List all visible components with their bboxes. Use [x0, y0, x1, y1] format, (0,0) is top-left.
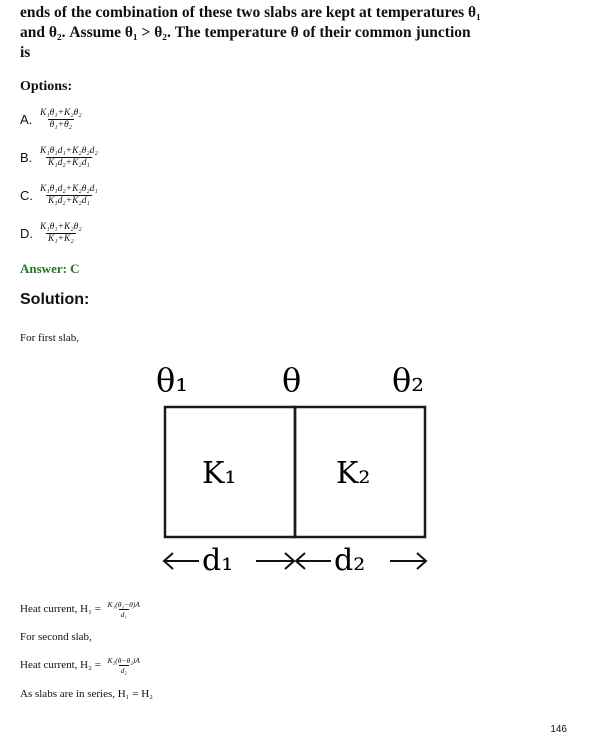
option-label: C.	[20, 188, 33, 203]
option-fraction	[38, 108, 84, 131]
option-b[interactable]	[20, 146, 100, 169]
option-fraction	[38, 184, 100, 207]
heat-current-1-denominator: d₁	[120, 610, 127, 619]
option-numerator: K₁θ₁d₂+K₂θ₂d₁	[40, 184, 98, 194]
theta1-label: θ₁	[156, 361, 189, 399]
heat-current-1-numerator: K₁(θ₁−θ)A	[107, 600, 140, 609]
theta-label: θ	[282, 361, 302, 399]
heat-current-2-numerator: K₂(θ−θ₂)A	[107, 656, 140, 665]
second-slab-text: For second slab,	[20, 631, 92, 643]
page-number: 146	[550, 724, 567, 735]
d2-label: d₂	[334, 543, 366, 578]
heat-current-1	[20, 600, 142, 619]
option-a[interactable]	[20, 108, 84, 131]
option-denominator: K₁d₂+K₂d₁	[47, 158, 90, 168]
option-numerator: K₁θ₁+K₂θ₂	[40, 222, 82, 232]
option-denominator: K₁+K₂	[47, 234, 74, 244]
option-label: D.	[20, 226, 33, 241]
option-d[interactable]	[20, 222, 84, 245]
option-numerator: K₁θ₁+K₂θ₂	[40, 108, 82, 118]
theta2-label: θ₂	[392, 361, 425, 399]
heat-current-2	[20, 656, 142, 675]
option-label: B.	[20, 150, 33, 165]
solution-heading: Solution:	[20, 291, 90, 308]
question-line-1: ends of the combination of these two slabs are kept at temperatures θ₁	[20, 4, 481, 21]
series-text: As slabs are in series, H₁ = H₂	[20, 688, 154, 700]
k1-label: K₁	[202, 456, 237, 491]
option-fraction	[38, 222, 84, 245]
option-denominator: θ₁+θ₂	[49, 120, 72, 130]
question-text	[20, 3, 580, 63]
question-line-2: and θ₂. Assume θ₁ > θ₂. The temperature θ of their common junction	[20, 24, 471, 41]
heat-current-2-fraction	[106, 656, 142, 675]
option-label: A.	[20, 112, 33, 127]
option-c[interactable]	[20, 184, 100, 207]
heat-current-1-prefix: Heat current, H₁ =	[20, 603, 101, 616]
option-fraction	[38, 146, 100, 169]
heat-current-1-fraction	[106, 600, 142, 619]
heat-current-2-prefix: Heat current, H₂ =	[20, 659, 101, 672]
slab-diagram	[150, 355, 440, 580]
k2-label: K₂	[336, 456, 371, 491]
d1-label: d₁	[202, 543, 234, 578]
option-denominator: K₁d₂+K₂d₁	[47, 196, 90, 206]
first-slab-text: For first slab,	[20, 332, 79, 344]
option-numerator: K₁θ₁d₁+K₂θ₂d₂	[40, 146, 98, 156]
heat-current-2-denominator: d₂	[120, 666, 127, 675]
question-line-3: is	[20, 44, 31, 61]
options-heading: Options:	[20, 79, 73, 94]
answer-text: Answer: C	[20, 261, 80, 276]
